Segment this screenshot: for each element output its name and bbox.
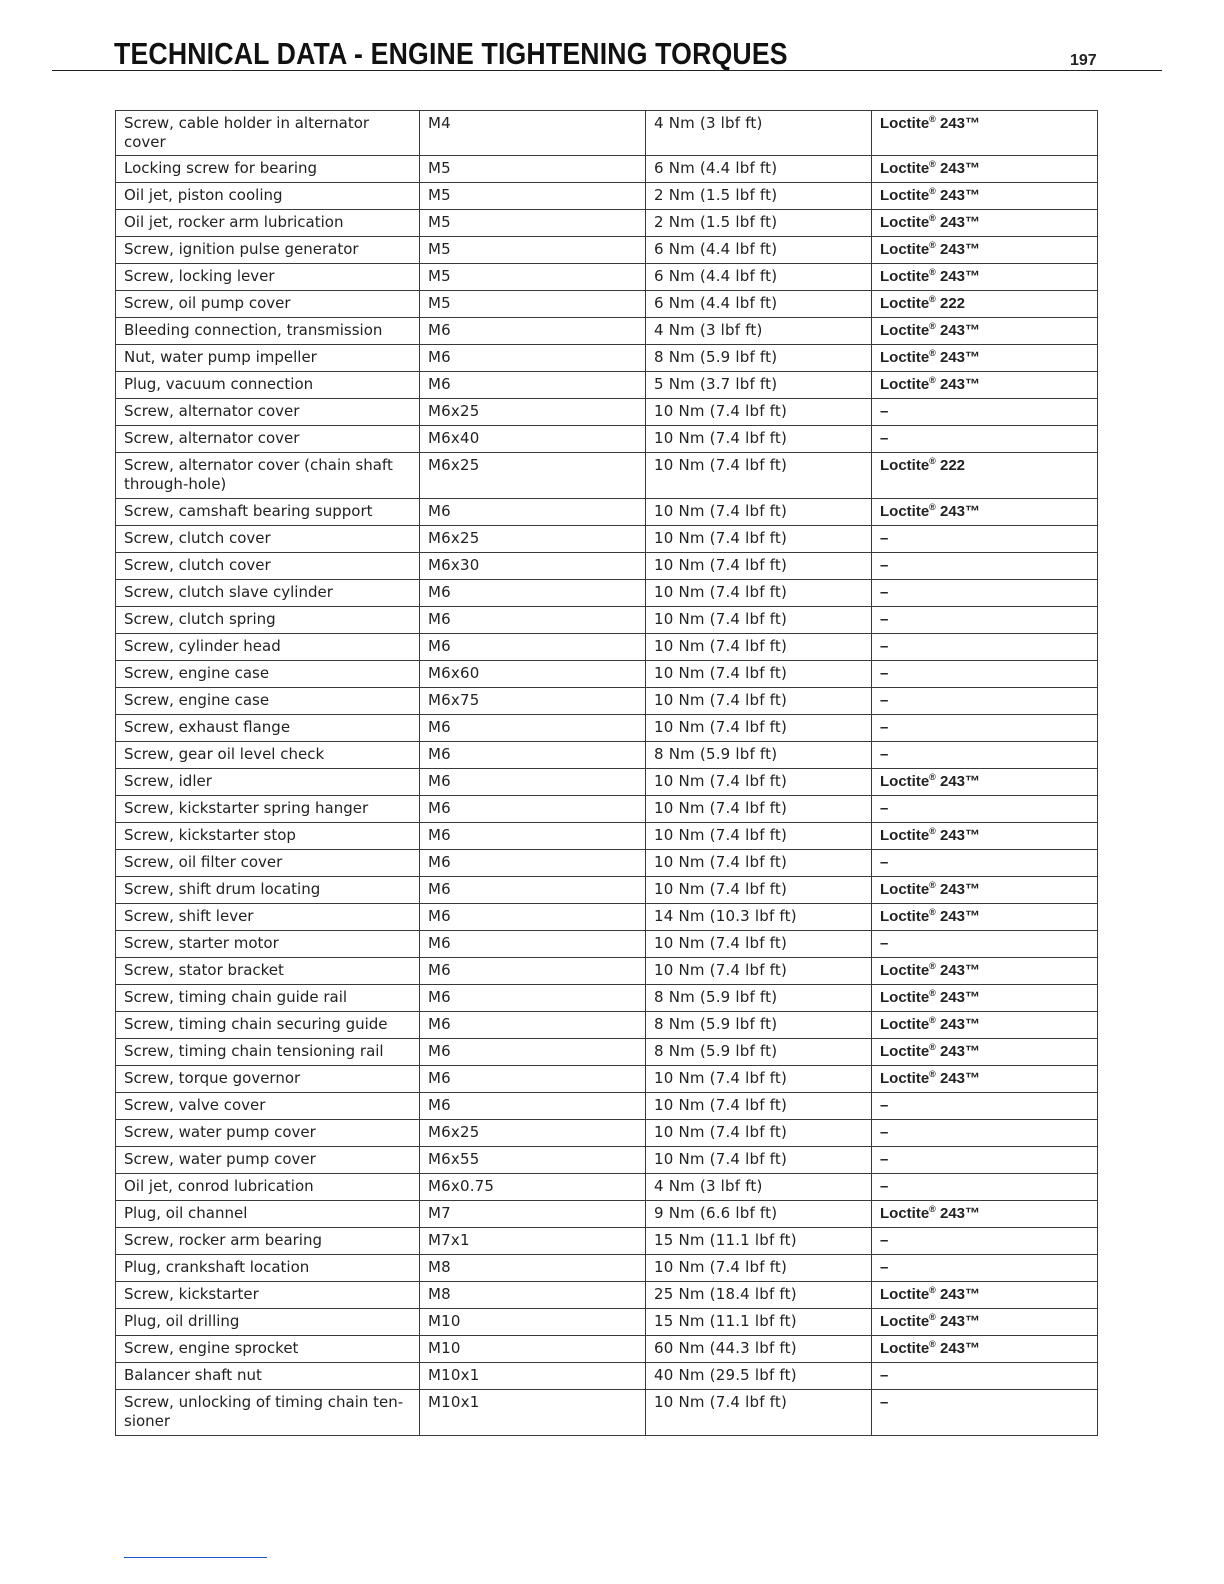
designation-cell: Screw, camshaft bearing support bbox=[116, 499, 420, 526]
torque-table bbox=[115, 110, 1098, 1436]
designation-cell: Plug, vacuum connection bbox=[116, 372, 420, 399]
torque-cell: 10 Nm (7.4 lbf ft) bbox=[646, 715, 872, 742]
table-row bbox=[116, 796, 1098, 823]
notes-cell: – bbox=[872, 634, 1098, 661]
designation-cell: Screw, clutch slave cylinder bbox=[116, 580, 420, 607]
designation-cell: Screw, torque governor bbox=[116, 1066, 420, 1093]
notes-cell: – bbox=[872, 661, 1098, 688]
notes-cell: – bbox=[872, 688, 1098, 715]
notes-cell: – bbox=[872, 580, 1098, 607]
notes-cell: Loctite® 243™ bbox=[872, 264, 1098, 291]
table-row bbox=[116, 931, 1098, 958]
table-row bbox=[116, 904, 1098, 931]
notes-cell: Loctite® 243™ bbox=[872, 111, 1098, 156]
table-row bbox=[116, 1228, 1098, 1255]
torque-cell: 10 Nm (7.4 lbf ft) bbox=[646, 688, 872, 715]
notes-cell: Loctite® 243™ bbox=[872, 237, 1098, 264]
designation-cell: Bleeding connection, transmission bbox=[116, 318, 420, 345]
torque-cell: 60 Nm (44.3 lbf ft) bbox=[646, 1336, 872, 1363]
designation-cell: Screw, gear oil level check bbox=[116, 742, 420, 769]
designation-cell: Screw, engine case bbox=[116, 661, 420, 688]
designation-cell: Screw, clutch cover bbox=[116, 526, 420, 553]
table-row bbox=[116, 1066, 1098, 1093]
torque-cell: 15 Nm (11.1 lbf ft) bbox=[646, 1309, 872, 1336]
torque-cell: 15 Nm (11.1 lbf ft) bbox=[646, 1228, 872, 1255]
torque-cell: 10 Nm (7.4 lbf ft) bbox=[646, 1390, 872, 1436]
notes-cell: Loctite® 243™ bbox=[872, 958, 1098, 985]
designation-cell: Screw, timing chain securing guide bbox=[116, 1012, 420, 1039]
torque-cell: 10 Nm (7.4 lbf ft) bbox=[646, 877, 872, 904]
designation-cell: Screw, cylinder head bbox=[116, 634, 420, 661]
table-row bbox=[116, 958, 1098, 985]
thread-cell: M6 bbox=[420, 1039, 646, 1066]
notes-cell: Loctite® 222 bbox=[872, 291, 1098, 318]
torque-cell: 10 Nm (7.4 lbf ft) bbox=[646, 661, 872, 688]
notes-cell: – bbox=[872, 1147, 1098, 1174]
thread-cell: M6 bbox=[420, 318, 646, 345]
torque-cell: 6 Nm (4.4 lbf ft) bbox=[646, 291, 872, 318]
designation-cell: Balancer shaft nut bbox=[116, 1363, 420, 1390]
thread-cell: M6 bbox=[420, 634, 646, 661]
torque-cell: 10 Nm (7.4 lbf ft) bbox=[646, 931, 872, 958]
designation-cell: Screw, engine case bbox=[116, 688, 420, 715]
torque-cell: 10 Nm (7.4 lbf ft) bbox=[646, 796, 872, 823]
notes-cell: – bbox=[872, 607, 1098, 634]
torque-cell: 8 Nm (5.9 lbf ft) bbox=[646, 1012, 872, 1039]
thread-cell: M10x1 bbox=[420, 1363, 646, 1390]
designation-cell: Screw, idler bbox=[116, 769, 420, 796]
footer-link-underline bbox=[124, 1557, 267, 1558]
thread-cell: M10x1 bbox=[420, 1390, 646, 1436]
table-row bbox=[116, 742, 1098, 769]
notes-cell: Loctite® 243™ bbox=[872, 904, 1098, 931]
designation-cell: Plug, crankshaft location bbox=[116, 1255, 420, 1282]
notes-cell: Loctite® 243™ bbox=[872, 345, 1098, 372]
torque-cell: 10 Nm (7.4 lbf ft) bbox=[646, 399, 872, 426]
torque-cell: 10 Nm (7.4 lbf ft) bbox=[646, 1066, 872, 1093]
notes-cell: – bbox=[872, 1255, 1098, 1282]
table-row bbox=[116, 264, 1098, 291]
designation-cell: Screw, engine sprocket bbox=[116, 1336, 420, 1363]
torque-cell: 25 Nm (18.4 lbf ft) bbox=[646, 1282, 872, 1309]
thread-cell: M6 bbox=[420, 499, 646, 526]
table-row bbox=[116, 823, 1098, 850]
table-row bbox=[116, 345, 1098, 372]
thread-cell: M6x25 bbox=[420, 526, 646, 553]
torque-cell: 10 Nm (7.4 lbf ft) bbox=[646, 769, 872, 796]
page-number: 197 bbox=[1070, 52, 1097, 69]
table-row bbox=[116, 1336, 1098, 1363]
designation-cell: Screw, alternator cover (chain shaft through-hole) bbox=[116, 453, 420, 499]
table-row bbox=[116, 661, 1098, 688]
table-row bbox=[116, 553, 1098, 580]
page-title: TECHNICAL DATA - ENGINE TIGHTENING TORQUES bbox=[114, 36, 788, 71]
designation-cell: Oil jet, conrod lubrication bbox=[116, 1174, 420, 1201]
thread-cell: M7x1 bbox=[420, 1228, 646, 1255]
notes-cell: – bbox=[872, 931, 1098, 958]
table-row bbox=[116, 1147, 1098, 1174]
table-row bbox=[116, 156, 1098, 183]
torque-cell: 4 Nm (3 lbf ft) bbox=[646, 1174, 872, 1201]
torque-cell: 10 Nm (7.4 lbf ft) bbox=[646, 850, 872, 877]
thread-cell: M6 bbox=[420, 1066, 646, 1093]
thread-cell: M6 bbox=[420, 769, 646, 796]
designation-cell: Screw, timing chain guide rail bbox=[116, 985, 420, 1012]
notes-cell: – bbox=[872, 399, 1098, 426]
torque-table-body bbox=[116, 111, 1098, 1436]
designation-cell: Screw, kickstarter stop bbox=[116, 823, 420, 850]
torque-cell: 2 Nm (1.5 lbf ft) bbox=[646, 210, 872, 237]
torque-cell: 10 Nm (7.4 lbf ft) bbox=[646, 607, 872, 634]
thread-cell: M4 bbox=[420, 111, 646, 156]
designation-cell: Screw, unlocking of timing chain ten-sioner bbox=[116, 1390, 420, 1436]
table-row bbox=[116, 877, 1098, 904]
thread-cell: M6 bbox=[420, 715, 646, 742]
thread-cell: M8 bbox=[420, 1255, 646, 1282]
notes-cell: Loctite® 243™ bbox=[872, 1282, 1098, 1309]
designation-cell: Plug, oil channel bbox=[116, 1201, 420, 1228]
table-row bbox=[116, 399, 1098, 426]
notes-cell: Loctite® 243™ bbox=[872, 372, 1098, 399]
designation-cell: Screw, starter motor bbox=[116, 931, 420, 958]
torque-cell: 10 Nm (7.4 lbf ft) bbox=[646, 453, 872, 499]
designation-cell: Screw, ignition pulse generator bbox=[116, 237, 420, 264]
designation-cell: Screw, cable holder in alternator cover bbox=[116, 111, 420, 156]
torque-cell: 10 Nm (7.4 lbf ft) bbox=[646, 526, 872, 553]
torque-cell: 8 Nm (5.9 lbf ft) bbox=[646, 742, 872, 769]
thread-cell: M7 bbox=[420, 1201, 646, 1228]
notes-cell: – bbox=[872, 742, 1098, 769]
notes-cell: – bbox=[872, 1120, 1098, 1147]
designation-cell: Screw, shift lever bbox=[116, 904, 420, 931]
thread-cell: M6x55 bbox=[420, 1147, 646, 1174]
thread-cell: M10 bbox=[420, 1309, 646, 1336]
notes-cell: Loctite® 243™ bbox=[872, 499, 1098, 526]
designation-cell: Nut, water pump impeller bbox=[116, 345, 420, 372]
notes-cell: Loctite® 243™ bbox=[872, 1012, 1098, 1039]
table-row bbox=[116, 1012, 1098, 1039]
thread-cell: M6 bbox=[420, 850, 646, 877]
table-row bbox=[116, 1093, 1098, 1120]
page-header bbox=[52, 36, 1162, 71]
thread-cell: M6 bbox=[420, 931, 646, 958]
designation-cell: Oil jet, piston cooling bbox=[116, 183, 420, 210]
table-row bbox=[116, 985, 1098, 1012]
designation-cell: Screw, kickstarter bbox=[116, 1282, 420, 1309]
table-row bbox=[116, 372, 1098, 399]
torque-cell: 40 Nm (29.5 lbf ft) bbox=[646, 1363, 872, 1390]
table-row bbox=[116, 1039, 1098, 1066]
torque-cell: 6 Nm (4.4 lbf ft) bbox=[646, 156, 872, 183]
table-row bbox=[116, 1255, 1098, 1282]
thread-cell: M6x60 bbox=[420, 661, 646, 688]
thread-cell: M5 bbox=[420, 210, 646, 237]
table-row bbox=[116, 1282, 1098, 1309]
table-row bbox=[116, 237, 1098, 264]
notes-cell: – bbox=[872, 1174, 1098, 1201]
notes-cell: – bbox=[872, 1390, 1098, 1436]
designation-cell: Screw, oil pump cover bbox=[116, 291, 420, 318]
notes-cell: Loctite® 243™ bbox=[872, 877, 1098, 904]
table-row bbox=[116, 183, 1098, 210]
torque-cell: 10 Nm (7.4 lbf ft) bbox=[646, 553, 872, 580]
thread-cell: M5 bbox=[420, 264, 646, 291]
designation-cell: Oil jet, rocker arm lubrication bbox=[116, 210, 420, 237]
thread-cell: M6x25 bbox=[420, 1120, 646, 1147]
designation-cell: Screw, shift drum locating bbox=[116, 877, 420, 904]
torque-cell: 10 Nm (7.4 lbf ft) bbox=[646, 580, 872, 607]
notes-cell: Loctite® 243™ bbox=[872, 1039, 1098, 1066]
thread-cell: M6 bbox=[420, 796, 646, 823]
notes-cell: Loctite® 243™ bbox=[872, 1309, 1098, 1336]
thread-cell: M6 bbox=[420, 877, 646, 904]
table-row bbox=[116, 688, 1098, 715]
torque-cell: 4 Nm (3 lbf ft) bbox=[646, 318, 872, 345]
table-row bbox=[116, 111, 1098, 156]
thread-cell: M6x75 bbox=[420, 688, 646, 715]
table-row bbox=[116, 1390, 1098, 1436]
torque-cell: 10 Nm (7.4 lbf ft) bbox=[646, 1093, 872, 1120]
table-row bbox=[116, 1309, 1098, 1336]
designation-cell: Screw, oil filter cover bbox=[116, 850, 420, 877]
table-row bbox=[116, 1201, 1098, 1228]
table-row bbox=[116, 499, 1098, 526]
designation-cell: Screw, clutch cover bbox=[116, 553, 420, 580]
thread-cell: M6 bbox=[420, 823, 646, 850]
table-row bbox=[116, 1363, 1098, 1390]
notes-cell: Loctite® 243™ bbox=[872, 183, 1098, 210]
torque-cell: 10 Nm (7.4 lbf ft) bbox=[646, 1147, 872, 1174]
torque-cell: 10 Nm (7.4 lbf ft) bbox=[646, 499, 872, 526]
table-row bbox=[116, 210, 1098, 237]
thread-cell: M10 bbox=[420, 1336, 646, 1363]
notes-cell: – bbox=[872, 1093, 1098, 1120]
torque-cell: 10 Nm (7.4 lbf ft) bbox=[646, 958, 872, 985]
designation-cell: Screw, water pump cover bbox=[116, 1120, 420, 1147]
notes-cell: – bbox=[872, 526, 1098, 553]
notes-cell: – bbox=[872, 1228, 1098, 1255]
table-row bbox=[116, 453, 1098, 499]
torque-cell: 8 Nm (5.9 lbf ft) bbox=[646, 345, 872, 372]
thread-cell: M6x0.75 bbox=[420, 1174, 646, 1201]
notes-cell: Loctite® 243™ bbox=[872, 985, 1098, 1012]
thread-cell: M6x25 bbox=[420, 453, 646, 499]
torque-cell: 2 Nm (1.5 lbf ft) bbox=[646, 183, 872, 210]
thread-cell: M6 bbox=[420, 580, 646, 607]
notes-cell: – bbox=[872, 850, 1098, 877]
thread-cell: M6 bbox=[420, 742, 646, 769]
designation-cell: Screw, stator bracket bbox=[116, 958, 420, 985]
torque-cell: 10 Nm (7.4 lbf ft) bbox=[646, 823, 872, 850]
table-row bbox=[116, 1174, 1098, 1201]
notes-cell: Loctite® 222 bbox=[872, 453, 1098, 499]
designation-cell: Plug, oil drilling bbox=[116, 1309, 420, 1336]
thread-cell: M5 bbox=[420, 237, 646, 264]
designation-cell: Screw, alternator cover bbox=[116, 399, 420, 426]
notes-cell: Loctite® 243™ bbox=[872, 1336, 1098, 1363]
thread-cell: M6 bbox=[420, 1012, 646, 1039]
designation-cell: Screw, water pump cover bbox=[116, 1147, 420, 1174]
torque-cell: 4 Nm (3 lbf ft) bbox=[646, 111, 872, 156]
torque-cell: 14 Nm (10.3 lbf ft) bbox=[646, 904, 872, 931]
thread-cell: M6x25 bbox=[420, 399, 646, 426]
table-row bbox=[116, 580, 1098, 607]
designation-cell: Screw, alternator cover bbox=[116, 426, 420, 453]
torque-cell: 10 Nm (7.4 lbf ft) bbox=[646, 1255, 872, 1282]
notes-cell: – bbox=[872, 715, 1098, 742]
designation-cell: Locking screw for bearing bbox=[116, 156, 420, 183]
table-row bbox=[116, 769, 1098, 796]
torque-cell: 10 Nm (7.4 lbf ft) bbox=[646, 1120, 872, 1147]
thread-cell: M6 bbox=[420, 372, 646, 399]
thread-cell: M6 bbox=[420, 607, 646, 634]
notes-cell: – bbox=[872, 426, 1098, 453]
thread-cell: M6 bbox=[420, 345, 646, 372]
notes-cell: Loctite® 243™ bbox=[872, 1066, 1098, 1093]
thread-cell: M6 bbox=[420, 904, 646, 931]
designation-cell: Screw, kickstarter spring hanger bbox=[116, 796, 420, 823]
notes-cell: – bbox=[872, 796, 1098, 823]
designation-cell: Screw, valve cover bbox=[116, 1093, 420, 1120]
notes-cell: – bbox=[872, 553, 1098, 580]
torque-cell: 8 Nm (5.9 lbf ft) bbox=[646, 1039, 872, 1066]
thread-cell: M8 bbox=[420, 1282, 646, 1309]
notes-cell: – bbox=[872, 1363, 1098, 1390]
table-row bbox=[116, 291, 1098, 318]
thread-cell: M6 bbox=[420, 1093, 646, 1120]
designation-cell: Screw, exhaust flange bbox=[116, 715, 420, 742]
torque-cell: 6 Nm (4.4 lbf ft) bbox=[646, 237, 872, 264]
table-row bbox=[116, 715, 1098, 742]
designation-cell: Screw, locking lever bbox=[116, 264, 420, 291]
thread-cell: M6 bbox=[420, 985, 646, 1012]
thread-cell: M5 bbox=[420, 183, 646, 210]
torque-cell: 9 Nm (6.6 lbf ft) bbox=[646, 1201, 872, 1228]
thread-cell: M5 bbox=[420, 156, 646, 183]
thread-cell: M6 bbox=[420, 958, 646, 985]
table-row bbox=[116, 1120, 1098, 1147]
torque-cell: 10 Nm (7.4 lbf ft) bbox=[646, 634, 872, 661]
thread-cell: M6x40 bbox=[420, 426, 646, 453]
designation-cell: Screw, timing chain tensioning rail bbox=[116, 1039, 420, 1066]
table-row bbox=[116, 526, 1098, 553]
torque-cell: 10 Nm (7.4 lbf ft) bbox=[646, 426, 872, 453]
notes-cell: Loctite® 243™ bbox=[872, 1201, 1098, 1228]
thread-cell: M6x30 bbox=[420, 553, 646, 580]
table-row bbox=[116, 318, 1098, 345]
table-row bbox=[116, 426, 1098, 453]
thread-cell: M5 bbox=[420, 291, 646, 318]
table-row bbox=[116, 850, 1098, 877]
designation-cell: Screw, rocker arm bearing bbox=[116, 1228, 420, 1255]
table-row bbox=[116, 607, 1098, 634]
designation-cell: Screw, clutch spring bbox=[116, 607, 420, 634]
notes-cell: Loctite® 243™ bbox=[872, 769, 1098, 796]
torque-cell: 5 Nm (3.7 lbf ft) bbox=[646, 372, 872, 399]
notes-cell: Loctite® 243™ bbox=[872, 318, 1098, 345]
torque-cell: 6 Nm (4.4 lbf ft) bbox=[646, 264, 872, 291]
notes-cell: Loctite® 243™ bbox=[872, 156, 1098, 183]
notes-cell: Loctite® 243™ bbox=[872, 210, 1098, 237]
table-row bbox=[116, 634, 1098, 661]
notes-cell: Loctite® 243™ bbox=[872, 823, 1098, 850]
torque-cell: 8 Nm (5.9 lbf ft) bbox=[646, 985, 872, 1012]
